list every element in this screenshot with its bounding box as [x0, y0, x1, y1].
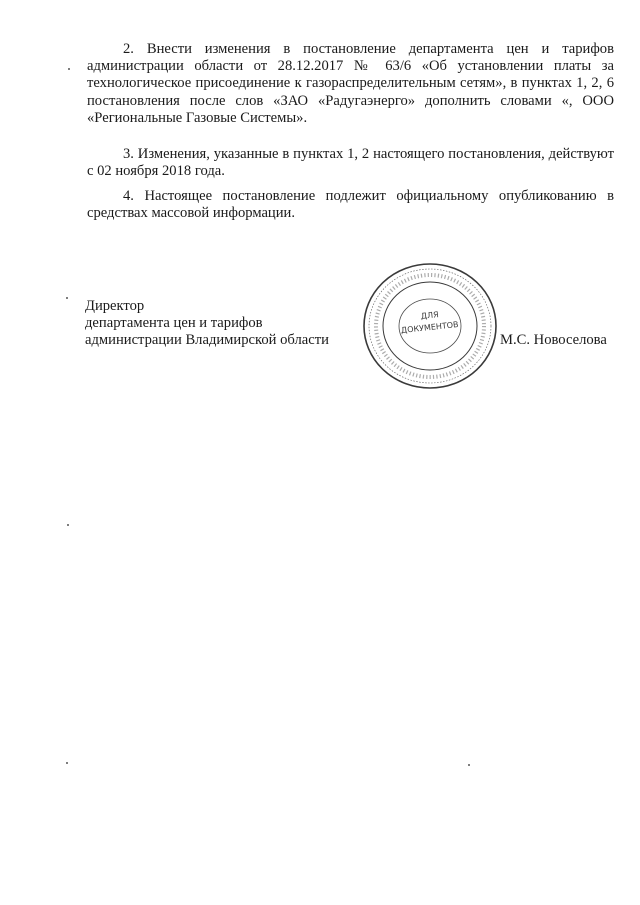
scan-speck [68, 68, 70, 70]
paragraph-4 [87, 188, 614, 222]
paragraph-4-text: 4. Настоящее постановление подлежит официальному опубликованию в средствах массовой информации. [87, 188, 614, 222]
scan-speck [468, 764, 470, 766]
signatory-department: департамента цен и тарифов [85, 315, 263, 331]
paragraph-3-text: 3. Изменения, указанные в пунктах 1, 2 настоящего постановления, действуют с 02 ноября 2018 года. [87, 146, 614, 180]
official-seal-stamp [356, 256, 504, 396]
seal-center-text-2: ДОКУМЕНТОВ [400, 320, 459, 336]
paragraph-2 [87, 41, 614, 127]
signatory-name: М.С. Новоселова [500, 332, 607, 348]
scan-speck [66, 297, 68, 299]
signatory-block [85, 298, 329, 349]
scan-speck [67, 524, 69, 526]
signatory-administration: администрации Владимирской области [85, 332, 329, 348]
scan-speck [66, 762, 68, 764]
signatory-title: Директор [85, 298, 145, 314]
paragraph-3 [87, 146, 614, 180]
paragraph-2-text: 2. Внести изменения в постановление департамента цен и тарифов администрации области от 28.12.2017 № 63/6 «Об установлении платы за технологическое присоединение к газораспределительным сетям», в пунктах 1, 2, 6 постановления после слов «ЗАО «Радугаэнерго» дополнить словами «, ООО «Региональные Газовые Системы». [87, 41, 614, 126]
seal-center-text-1: ДЛЯ [420, 310, 440, 321]
